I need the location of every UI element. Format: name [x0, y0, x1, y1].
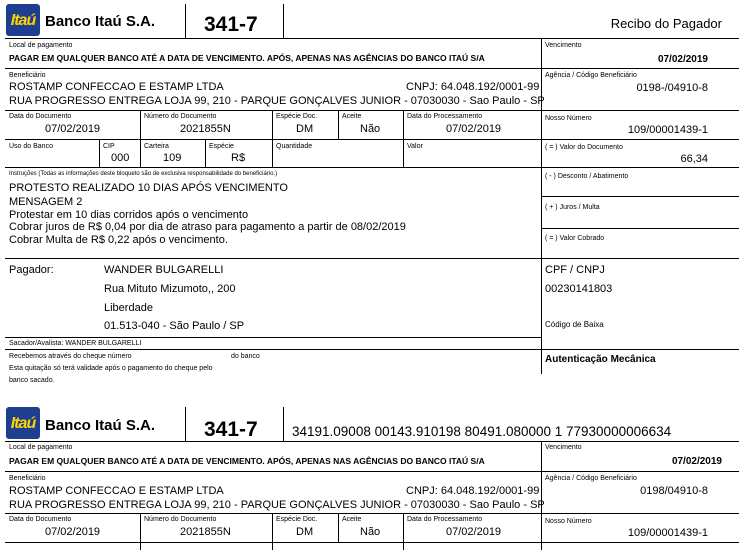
numero-documento: 2021855N — [180, 123, 231, 135]
instrucao-5: Cobrar Multa de R$ 0,22 após o vencimento. — [9, 234, 228, 246]
aceite-2: Não — [360, 526, 381, 538]
autenticacao-mecanica: Autenticação Mecânica — [545, 354, 656, 365]
bank-code-2: 341-7 — [204, 418, 258, 441]
label-nosso-numero: Nosso Número — [545, 115, 592, 122]
instrucao-1: PROTESTO REALIZADO 10 DIAS APÓS VENCIMENTO — [9, 182, 288, 194]
instrucao-3: Protestar em 10 dias corridos após o vencimento — [9, 209, 249, 221]
vencimento-value-2: 07/02/2019 — [671, 456, 722, 467]
sacador-nome: WANDER BULGARELLI — [65, 340, 142, 347]
cpf-cnpj: 00230141803 — [545, 283, 613, 295]
beneficiario-nome-2: ROSTAMP CONFECCAO E ESTAMP LTDA — [9, 485, 224, 497]
label-aceite: Aceite — [342, 113, 362, 120]
label-quantidade: Quantidade — [276, 143, 313, 150]
label-uso-banco: Uso do Banco — [9, 143, 53, 150]
label-especie: Espécie — [209, 143, 234, 150]
itau-logo: Itaú — [6, 4, 40, 36]
beneficiario-cnpj-2: CNPJ: 64.048.192/0001-99 — [406, 485, 540, 497]
label-carteira: Carteira — [144, 143, 169, 150]
pagador-endereco-1: Rua Mituto Mizumoto,, 200 — [104, 283, 236, 295]
data-documento: 07/02/2019 — [45, 123, 101, 135]
label-local: Local de pagamento — [9, 42, 73, 49]
aceite: Não — [360, 123, 381, 135]
local-value-2: PAGAR EM QUALQUER BANCO ATÉ A DATA DE VENCIMENTO. APÓS, APENAS NAS AGÊNCIAS DO BANCO ITAÚ S/A — [9, 456, 485, 466]
label-data-processamento: Data do Processamento — [407, 113, 483, 120]
label-data-processamento-2: Data do Processamento — [407, 516, 483, 523]
pagador-nome: WANDER BULGARELLI — [104, 264, 224, 276]
label-cpf-cnpj: CPF / CNPJ — [545, 264, 605, 276]
label-nosso-numero-2: Nosso Número — [545, 518, 592, 525]
label-data-documento: Data do Documento — [9, 113, 72, 120]
label-valor: Valor — [407, 143, 423, 150]
valor-documento: 66,34 — [680, 153, 708, 165]
especie-doc: DM — [296, 123, 314, 135]
label-vencimento: Vencimento — [545, 42, 582, 49]
quitacao-line-1: Esta quitação só terá validade após o pagamento do cheque pelo — [9, 365, 213, 372]
cip: 000 — [111, 152, 130, 164]
instrucao-4: Cobrar juros de R$ 0,04 por dia de atraso para pagamento a partir de 08/02/2019 — [9, 221, 406, 233]
beneficiario-endereco-2: RUA PROGRESSO ENTREGA LOJA 99, 210 - PARQUE GONÇALVES JUNIOR - 07030030 - Sao Paulo - SP — [9, 499, 545, 511]
especie-doc-2: DM — [296, 526, 314, 538]
label-agencia: Agência / Código Beneficiário — [545, 72, 637, 79]
vencimento-value: 07/02/2019 — [657, 54, 708, 65]
data-processamento-2: 07/02/2019 — [446, 526, 502, 538]
beneficiario-endereco: RUA PROGRESSO ENTREGA LOJA 99, 210 - PARQUE GONÇALVES JUNIOR - 07030030 - Sao Paulo - SP — [9, 95, 545, 107]
label-codigo-baixa: Código de Baixa — [545, 320, 604, 329]
agencia-value-2: 0198/04910-8 — [640, 485, 708, 497]
agencia-value: 0198-/04910-8 — [636, 82, 708, 94]
label-do-banco: do banco — [231, 353, 260, 360]
bank-name: Banco Itaú S.A. — [45, 13, 156, 30]
label-valor-cobrado: ( = ) Valor Cobrado — [545, 235, 605, 242]
numero-documento-2: 2021855N — [180, 526, 231, 538]
label-cip: CIP — [103, 143, 115, 150]
nosso-numero-2: 109/00001439-1 — [627, 527, 708, 539]
pagador-endereco-2: Liberdade — [104, 302, 153, 314]
label-local-2: Local de pagamento — [9, 444, 73, 451]
nosso-numero: 109/00001439-1 — [627, 124, 708, 136]
label-numero-documento: Número do Documento — [144, 113, 217, 120]
quitacao-line-2: banco sacado. — [9, 377, 55, 384]
data-documento-2: 07/02/2019 — [45, 526, 101, 538]
carteira: 109 — [163, 152, 182, 164]
label-beneficiario: Beneficiário — [9, 72, 46, 79]
instrucao-2: MENSAGEM 2 — [9, 196, 83, 208]
beneficiario-nome: ROSTAMP CONFECCAO E ESTAMP LTDA — [9, 81, 224, 93]
local-value: PAGAR EM QUALQUER BANCO ATÉ A DATA DE VENCIMENTO. APÓS, APENAS NAS AGÊNCIAS DO BANCO ITAÚ S/A — [9, 53, 485, 63]
label-beneficiario-2: Beneficiário — [9, 475, 46, 482]
label-especie-doc: Espécie Doc. — [276, 113, 318, 120]
label-recebemos: Recebemos através do cheque número — [9, 353, 132, 360]
label-data-documento-2: Data do Documento — [9, 516, 72, 523]
label-especie-doc-2: Espécie Doc. — [276, 516, 318, 523]
label-instrucoes: Instruções (Todas as informações deste bloqueto são de exclusiva responsabilidade do beneficiário.) — [9, 171, 278, 177]
pagador-endereco-3: 01.513-040 - São Paulo / SP — [104, 320, 245, 332]
especie: R$ — [231, 152, 246, 164]
label-vencimento-2: Vencimento — [545, 444, 582, 451]
label-aceite-2: Aceite — [342, 516, 362, 523]
itau-logo-2: Itaú — [6, 407, 40, 439]
linha-digitavel: 34191.09008 00143.910198 80491.080000 1 77930000006634 — [292, 424, 672, 439]
label-pagador: Pagador: — [9, 264, 54, 276]
label-juros: ( + ) Juros / Multa — [545, 204, 600, 211]
label-desconto: ( - ) Desconto / Abatimento — [545, 173, 629, 180]
bank-name-2: Banco Itaú S.A. — [45, 417, 156, 434]
label-sacador: Sacador/Avalista: WANDER BULGARELLI — [9, 340, 142, 347]
data-processamento: 07/02/2019 — [446, 123, 502, 135]
label-valor-documento: ( = ) Valor do Documento — [545, 144, 623, 151]
label-numero-documento-2: Número do Documento — [144, 516, 217, 523]
bank-code: 341-7 — [204, 13, 258, 36]
label-agencia-2: Agência / Código Beneficiário — [545, 475, 637, 482]
receipt-title: Recibo do Pagador — [610, 16, 722, 31]
beneficiario-cnpj: CNPJ: 64.048.192/0001-99 — [406, 81, 540, 93]
